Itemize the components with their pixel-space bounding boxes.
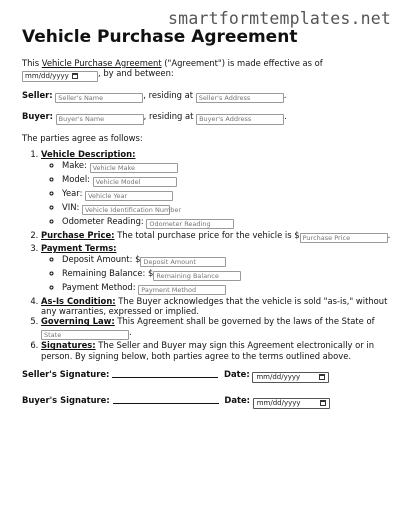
signatures-text: The Seller and Buyer may sign this Agreement electronically or in person. By signing below, both parties agree to the terms outlined above. [41, 340, 375, 361]
signature-block [22, 369, 394, 409]
buyer-period: . [284, 111, 287, 122]
buyer-signature-label: Buyer's Signature: [22, 395, 110, 406]
seller-signature-line[interactable] [112, 377, 218, 378]
remaining-balance-input[interactable]: Remaining Balance [153, 271, 241, 282]
deposit-item [62, 254, 394, 268]
seller-row [22, 90, 394, 104]
year-item [62, 188, 394, 202]
buyer-date-label: Date: [224, 395, 251, 406]
term-purchase-price [41, 230, 394, 244]
deposit-label: Deposit Amount: $ [62, 253, 141, 264]
buyer-date-input[interactable]: mm/dd/yyyy [253, 398, 330, 409]
seller-date-label: Date: [224, 369, 250, 380]
seller-name-input[interactable]: Seller's Name [55, 93, 143, 104]
vehicle-year-input[interactable]: Vehicle Year [85, 191, 173, 202]
intro-suffix: , by and between: [98, 68, 174, 79]
agree-text: The parties agree as follows: [22, 132, 143, 143]
deposit-amount-input[interactable]: Deposit Amount [140, 257, 226, 268]
payment-method-input[interactable]: Payment Method [138, 285, 226, 296]
purchase-price-period: . [387, 229, 391, 240]
term-as-is [41, 296, 394, 317]
payment-terms-heading: Payment Terms: [41, 243, 117, 254]
term-vehicle-description [41, 149, 394, 229]
buyer-label: Buyer: [22, 111, 53, 122]
calendar-icon [320, 400, 326, 406]
purchase-price-text: The total purchase price for the vehicle is $ [114, 229, 300, 240]
vehicle-model-input[interactable]: Vehicle Model [93, 177, 177, 188]
purchase-price-heading: Purchase Price: [41, 229, 115, 240]
vehicle-fields [41, 160, 394, 230]
as-is-heading: As-Is Condition: [41, 295, 116, 306]
seller-address-input[interactable]: Seller's Address [196, 93, 284, 104]
seller-signature-label: Seller's Signature: [22, 369, 110, 380]
seller-label: Seller: [22, 89, 53, 100]
seller-period: . [283, 89, 287, 100]
term-payment-terms [41, 243, 394, 295]
term-signatures [41, 340, 394, 361]
method-label: Payment Method: [62, 281, 136, 292]
make-label: Make: [62, 159, 87, 170]
odometer-label: Odometer Reading: [62, 215, 144, 226]
intro-agreement-link[interactable]: Vehicle Purchase Agreement [41, 58, 162, 68]
page-title: Vehicle Purchase Agreement [22, 27, 298, 47]
buyer-address-input[interactable]: Buyer's Address [196, 114, 284, 125]
intro-text-after: ("Agreement") is made effective as of [161, 58, 323, 68]
calendar-icon [319, 374, 325, 380]
odometer-input[interactable]: Odometer Reading [146, 219, 234, 230]
method-item [62, 282, 394, 296]
agreement-body [22, 58, 394, 421]
calendar-icon [72, 73, 78, 79]
governing-law-text: This Agreement shall be governed by the laws of the State of [114, 316, 375, 327]
model-item [62, 174, 394, 188]
state-input[interactable]: State [41, 330, 129, 341]
vin-label: VIN: [62, 201, 80, 212]
seller-signature-row [22, 369, 394, 383]
term-governing-law [41, 316, 394, 340]
purchase-price-input[interactable]: Purchase Price [300, 233, 388, 244]
balance-item [62, 268, 394, 282]
vehicle-make-input[interactable]: Vehicle Make [90, 163, 178, 174]
site-watermark: smartformtemplates.net [168, 9, 391, 28]
intro-paragraph [22, 58, 394, 82]
vin-item [62, 202, 394, 216]
balance-label: Remaining Balance: $ [62, 267, 154, 278]
buyer-residing-text: , residing at [143, 111, 194, 122]
seller-residing-text: , residing at [143, 89, 194, 100]
vin-input[interactable]: Vehicle Identification Number [82, 205, 170, 216]
make-item [62, 160, 394, 174]
as-is-text: The Buyer acknowledges that the vehicle is sold "as-is," without any warranties, expressed or implied. [41, 295, 388, 317]
buyer-signature-row [22, 395, 394, 409]
odometer-item [62, 216, 394, 230]
intro-text-before: This [22, 58, 42, 68]
buyer-name-input[interactable]: Buyer's Name [56, 114, 144, 125]
governing-law-heading: Governing Law: [41, 316, 115, 327]
model-label: Model: [62, 173, 90, 184]
seller-date-input[interactable]: mm/dd/yyyy [252, 372, 329, 383]
payment-fields [41, 254, 394, 296]
year-label: Year: [62, 187, 83, 198]
terms-list [22, 149, 394, 361]
signatures-heading: Signatures: [41, 340, 96, 351]
vehicle-description-heading: Vehicle Description: [41, 149, 136, 160]
buyer-signature-line[interactable] [113, 403, 219, 404]
effective-date-input[interactable]: mm/dd/yyyy [22, 71, 98, 82]
buyer-row [22, 111, 394, 125]
governing-law-period: . [129, 326, 132, 337]
